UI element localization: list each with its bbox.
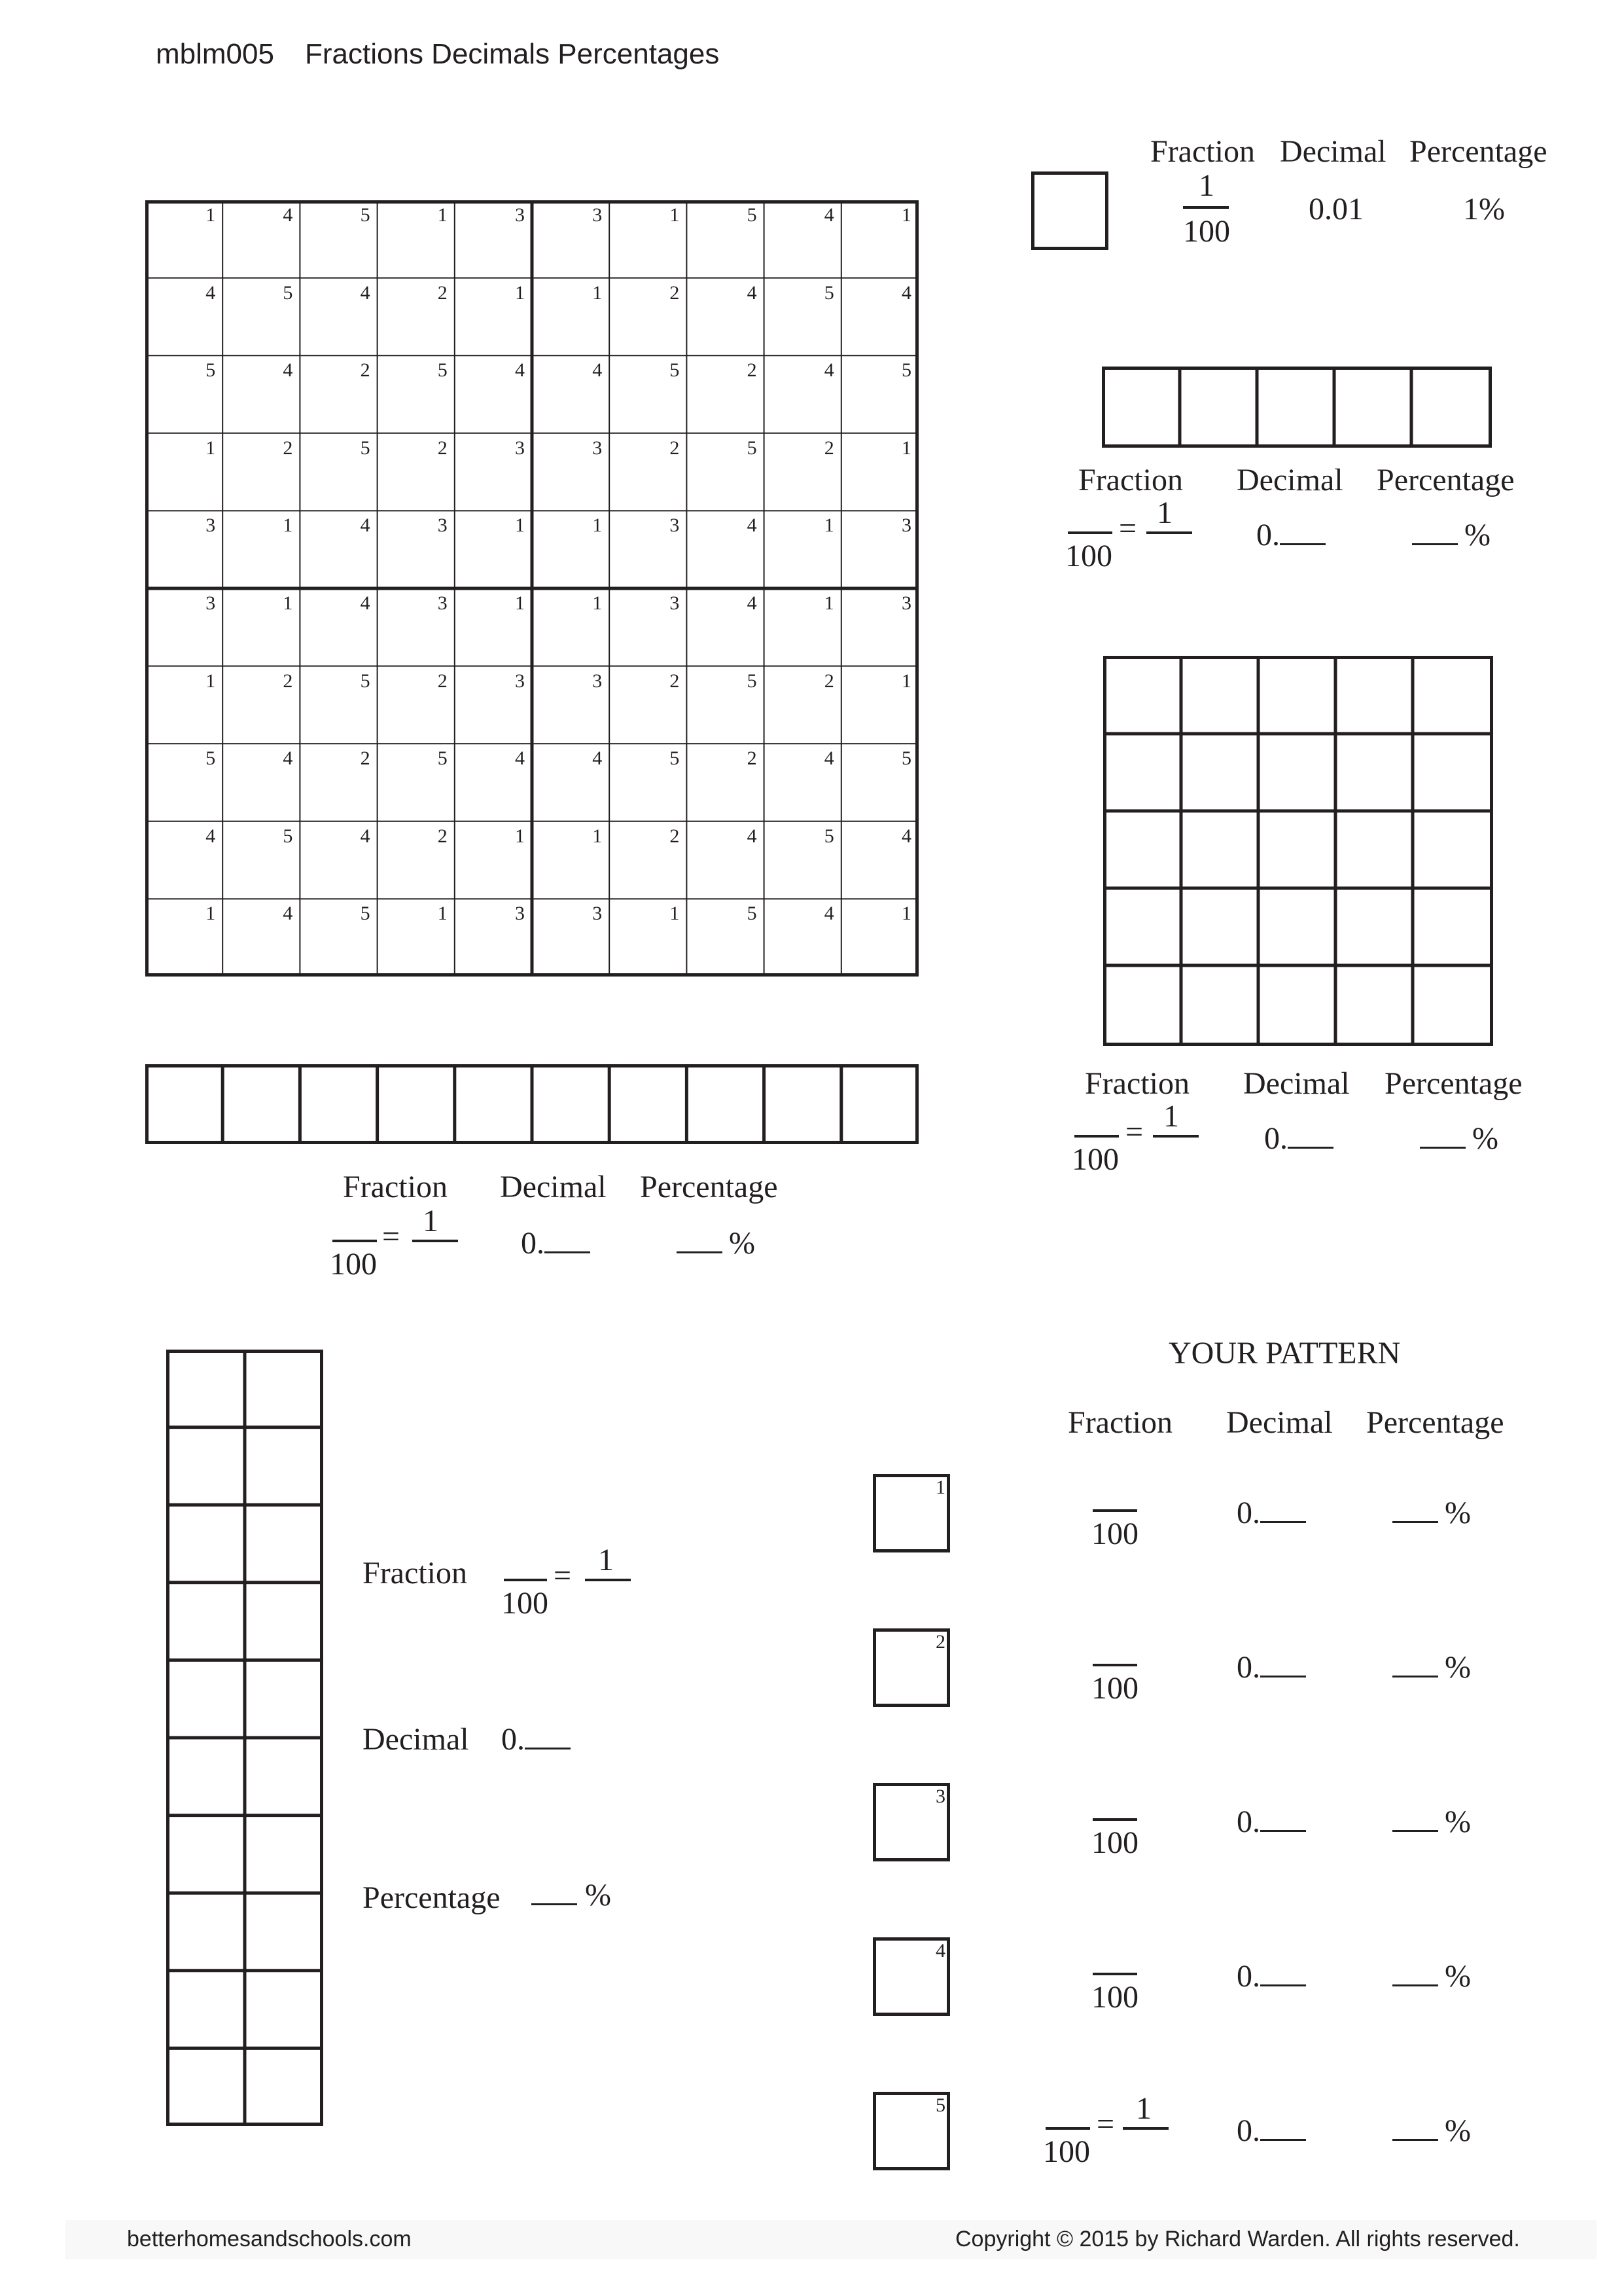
percent-blank: [1392, 1830, 1438, 1832]
grid-cell-number: 4: [515, 359, 525, 382]
percent-sign: %: [1445, 1804, 1471, 1839]
pattern-number-2: 2: [936, 1631, 945, 1653]
grid-cell-number: 4: [747, 825, 757, 847]
percent-blank: [677, 1251, 722, 1253]
pattern-percentage-5: [1392, 2113, 1471, 2149]
decimal-prefix: 0.: [501, 1722, 525, 1757]
grid-cell-number: 4: [747, 592, 757, 614]
row10-fraction-bar: [412, 1240, 458, 1242]
grid25-fraction-label: Fraction: [1085, 1066, 1190, 1101]
row-of-five-squares: [1102, 367, 1492, 448]
percent-sign: %: [729, 1226, 755, 1261]
grid-cell-number: 1: [205, 204, 216, 226]
percent-blank: [1412, 543, 1458, 545]
pattern-fraction-bar-4: [1093, 1973, 1137, 1975]
pattern-denominator-5: 100: [1043, 2134, 1090, 2169]
grid25-answer-blank: [1074, 1135, 1119, 1138]
row5-decimal-label: Decimal: [1237, 463, 1343, 497]
row5-numerator: 1: [1157, 495, 1173, 530]
grid-cell-number: 1: [669, 204, 680, 226]
hundred-grid-lines: [145, 200, 919, 977]
row5-percentage-answer: [1412, 517, 1491, 553]
grid-cell-number: 4: [824, 747, 834, 770]
grid-cell-number: 1: [902, 204, 911, 226]
grid-cell-number: 1: [205, 437, 216, 459]
example-fraction-bar: [1183, 206, 1229, 209]
one-square: [1031, 171, 1108, 250]
col-decimal-label: Decimal: [362, 1722, 469, 1757]
grid-cell-number: 2: [283, 437, 293, 459]
grid-cell-number: 1: [902, 670, 911, 692]
grid-cell-number: 2: [360, 359, 370, 382]
pattern-percentage-1: [1392, 1495, 1471, 1531]
grid-cell-number: 1: [592, 825, 603, 847]
grid-cell-number: 2: [824, 437, 834, 459]
grid-cell-number: 3: [205, 514, 216, 537]
grid-cell-number: 3: [515, 437, 525, 459]
grid25-percentage-answer: [1420, 1121, 1498, 1157]
grid25-percentage-label: Percentage: [1385, 1066, 1523, 1101]
grid-cell-number: 2: [437, 437, 448, 459]
grid-cell-number: 1: [515, 592, 525, 614]
grid-cell-number: 4: [902, 281, 911, 304]
grid-cell-number: 4: [283, 359, 293, 382]
grid-cell-number: 2: [283, 670, 293, 692]
grid-cell-number: 1: [205, 903, 216, 925]
decimal-prefix: 0.: [521, 1226, 544, 1261]
grid-cell-number: 3: [902, 592, 911, 614]
grid-cell-number: 5: [283, 281, 293, 304]
grid-cell-number: 1: [515, 281, 525, 304]
grid-cell-number: 4: [592, 747, 603, 770]
col-denominator: 100: [501, 1586, 548, 1621]
grid-cell-number: 3: [437, 514, 448, 537]
grid-cell-number: 3: [902, 514, 911, 537]
example-decimal-value: 0.01: [1309, 192, 1364, 226]
grid-cell-number: 4: [747, 514, 757, 537]
pattern-denominator-2: 100: [1091, 1671, 1139, 1706]
decimal-prefix: 0.: [1237, 1959, 1260, 1994]
grid-cell-number: 2: [669, 281, 680, 304]
grid-cell-number: 5: [747, 437, 757, 459]
col-fraction-bar: [585, 1579, 631, 1581]
pattern-number-4: 4: [936, 1940, 945, 1962]
grid-cell-number: 4: [360, 592, 370, 614]
percent-blank: [1420, 1147, 1466, 1149]
grid-cell-number: 5: [669, 747, 680, 770]
grid-cell-number: 5: [437, 359, 448, 382]
decimal-blank: [1260, 1830, 1306, 1832]
five-by-five-grid: [1103, 656, 1493, 1046]
col-equals: =: [554, 1558, 572, 1593]
grid-cell-number: 3: [592, 204, 603, 226]
footer-website: betterhomesandschools.com: [127, 2227, 412, 2251]
decimal-blank: [1260, 1984, 1306, 1986]
grid-cell-number: 5: [283, 825, 293, 847]
percent-sign: %: [1445, 1496, 1471, 1530]
grid-cell-number: 1: [592, 514, 603, 537]
grid25-equals: =: [1125, 1115, 1144, 1149]
pattern-number-5: 5: [936, 2094, 945, 2116]
decimal-prefix: 0.: [1237, 1496, 1260, 1530]
grid-cell-number: 1: [283, 592, 293, 614]
grid-cell-number: 1: [902, 437, 911, 459]
row10-fraction-label: Fraction: [343, 1170, 448, 1204]
percent-sign: %: [1464, 518, 1491, 552]
grid-cell-number: 5: [824, 281, 834, 304]
grid-cell-number: 1: [437, 903, 448, 925]
decimal-blank: [1260, 1676, 1306, 1677]
grid-cell-number: 4: [360, 825, 370, 847]
grid-cell-number: 1: [205, 670, 216, 692]
example-decimal-label: Decimal: [1280, 134, 1386, 169]
col-fraction-label: Fraction: [362, 1556, 467, 1590]
grid-cell-number: 4: [824, 903, 834, 925]
grid-cell-number: 1: [283, 514, 293, 537]
percent-blank: [1392, 1984, 1438, 1986]
row10-numerator: 1: [423, 1204, 438, 1238]
row10-decimal-label: Decimal: [500, 1170, 607, 1204]
grid-cell-number: 4: [283, 747, 293, 770]
pattern-percentage-label: Percentage: [1366, 1405, 1504, 1440]
example-fraction-label: Fraction: [1150, 134, 1255, 169]
col-numerator: 1: [598, 1543, 614, 1577]
grid25-decimal-label: Decimal: [1243, 1066, 1350, 1101]
pattern-decimal-2: [1237, 1649, 1306, 1685]
pattern-percentage-3: [1392, 1804, 1471, 1840]
pattern-percentage-2: [1392, 1649, 1471, 1685]
grid-cell-number: 4: [592, 359, 603, 382]
grid25-numerator: 1: [1163, 1099, 1179, 1134]
grid-cell-number: 2: [360, 747, 370, 770]
grid-cell-number: 3: [515, 903, 525, 925]
example-denominator: 100: [1183, 214, 1230, 249]
percent-blank: [531, 1903, 577, 1905]
decimal-blank: [1288, 1147, 1333, 1149]
row5-fraction-bar: [1146, 531, 1192, 534]
grid25-fraction-bar: [1153, 1135, 1199, 1138]
pattern-fraction-bar-5: [1123, 2127, 1169, 2130]
percent-blank: [1392, 1676, 1438, 1677]
grid-cell-number: 5: [902, 747, 911, 770]
row10-equals: =: [382, 1219, 400, 1254]
pattern-decimal-label: Decimal: [1226, 1405, 1333, 1440]
your-pattern-title: YOUR PATTERN: [1169, 1336, 1401, 1371]
grid-cell-number: 4: [747, 281, 757, 304]
row10-percentage-answer: [677, 1225, 755, 1261]
row10-answer-blank: [332, 1240, 377, 1242]
grid-cell-number: 5: [360, 204, 370, 226]
grid-cell-number: 3: [515, 204, 525, 226]
hundred-grid: [145, 200, 919, 977]
two-by-ten-grid: [166, 1350, 323, 2126]
grid-cell-number: 1: [592, 281, 603, 304]
row5-fraction-label: Fraction: [1078, 463, 1183, 497]
grid25-denominator: 100: [1072, 1142, 1119, 1177]
row5-decimal-answer: [1256, 517, 1326, 553]
grid-cell-number: 1: [515, 825, 525, 847]
worksheet-code: mblm005: [156, 38, 274, 70]
pattern-decimal-5: [1237, 2113, 1306, 2149]
grid-cell-number: 3: [592, 903, 603, 925]
grid-cell-number: 2: [747, 359, 757, 382]
decimal-prefix: 0.: [1237, 1650, 1260, 1685]
grid-cell-number: 1: [437, 204, 448, 226]
pattern-fraction-bar-3: [1093, 1818, 1137, 1821]
decimal-blank: [1260, 2139, 1306, 2141]
percent-sign: %: [1472, 1121, 1498, 1156]
percent-blank: [1392, 1521, 1438, 1523]
grid-cell-number: 4: [360, 281, 370, 304]
percent-sign: %: [585, 1878, 611, 1912]
grid-cell-number: 2: [669, 825, 680, 847]
pattern-number-1: 1: [936, 1477, 945, 1498]
grid-cell-number: 5: [437, 747, 448, 770]
pattern-decimal-3: [1237, 1804, 1306, 1840]
grid-cell-number: 5: [747, 204, 757, 226]
pattern-numerator-5: 1: [1136, 2091, 1152, 2126]
pattern-decimal-1: [1237, 1495, 1306, 1531]
pattern-denominator-4: 100: [1091, 1980, 1139, 2015]
col-decimal-answer: [501, 1721, 571, 1757]
grid-cell-number: 1: [824, 514, 834, 537]
grid-cell-number: 3: [592, 670, 603, 692]
grid-cell-number: 2: [437, 825, 448, 847]
grid-cell-number: 3: [592, 437, 603, 459]
col-percentage-answer: [531, 1877, 611, 1913]
grid-cell-number: 2: [824, 670, 834, 692]
pattern-number-3: 3: [936, 1785, 945, 1807]
row5-equals: =: [1119, 511, 1137, 546]
grid-cell-number: 5: [902, 359, 911, 382]
grid-cell-number: 2: [747, 747, 757, 770]
grid-cell-number: 5: [360, 903, 370, 925]
grid-cell-number: 5: [360, 437, 370, 459]
grid25-decimal-answer: [1264, 1121, 1333, 1157]
grid-cell-number: 5: [747, 903, 757, 925]
example-percentage-label: Percentage: [1409, 134, 1547, 169]
decimal-blank: [544, 1251, 590, 1253]
grid-cell-number: 3: [669, 592, 680, 614]
worksheet-title: Fractions Decimals Percentages: [305, 38, 720, 70]
decimal-prefix: 0.: [1237, 2113, 1260, 2148]
grid-cell-number: 4: [515, 747, 525, 770]
percent-sign: %: [1445, 1959, 1471, 1994]
grid-cell-number: 1: [592, 592, 603, 614]
decimal-prefix: 0.: [1264, 1121, 1288, 1156]
pattern-percentage-4: [1392, 1958, 1471, 1994]
grid-cell-number: 2: [669, 437, 680, 459]
grid-cell-number: 4: [902, 825, 911, 847]
decimal-prefix: 0.: [1256, 518, 1280, 552]
grid-cell-number: 1: [902, 903, 911, 925]
grid-cell-number: 5: [824, 825, 834, 847]
grid-cell-number: 3: [669, 514, 680, 537]
grid-cell-number: 3: [515, 670, 525, 692]
grid-cell-number: 5: [360, 670, 370, 692]
row10-percentage-label: Percentage: [640, 1170, 778, 1204]
grid-cell-number: 3: [205, 592, 216, 614]
pattern-fraction-label: Fraction: [1068, 1405, 1173, 1440]
row10-denominator: 100: [330, 1247, 377, 1282]
grid-cell-number: 5: [205, 747, 216, 770]
col-answer-blank: [504, 1579, 547, 1581]
grid-cell-number: 5: [669, 359, 680, 382]
percent-sign: %: [1445, 2113, 1471, 2148]
pattern-answer-blank-5: [1046, 2127, 1090, 2130]
row10-decimal-answer: [521, 1225, 590, 1261]
decimal-blank: [525, 1748, 571, 1749]
footer-copyright: Copyright © 2015 by Richard Warden. All rights reserved.: [955, 2227, 1520, 2251]
example-percentage-value: 1%: [1463, 192, 1505, 226]
col-percentage-label: Percentage: [362, 1880, 501, 1915]
decimal-blank: [1260, 1521, 1306, 1523]
grid-cell-number: 4: [283, 903, 293, 925]
grid-cell-number: 4: [283, 204, 293, 226]
row-of-ten-squares: [145, 1064, 919, 1144]
grid-cell-number: 2: [437, 281, 448, 304]
grid-cell-number: 5: [205, 359, 216, 382]
percent-blank: [1392, 2139, 1438, 2141]
grid-cell-number: 1: [515, 514, 525, 537]
grid-cell-number: 4: [824, 204, 834, 226]
pattern-fraction-bar-2: [1093, 1664, 1137, 1666]
grid-cell-number: 1: [824, 592, 834, 614]
row5-answer-blank: [1068, 531, 1112, 534]
decimal-prefix: 0.: [1237, 1804, 1260, 1839]
row5-denominator: 100: [1065, 539, 1112, 573]
grid-cell-number: 5: [747, 670, 757, 692]
pattern-fraction-bar-1: [1093, 1509, 1137, 1512]
percent-sign: %: [1445, 1650, 1471, 1685]
grid-cell-number: 2: [669, 670, 680, 692]
grid-cell-number: 3: [437, 592, 448, 614]
pattern-denominator-1: 100: [1091, 1516, 1139, 1551]
grid-cell-number: 4: [205, 825, 216, 847]
grid-cell-number: 4: [360, 514, 370, 537]
grid-cell-number: 2: [437, 670, 448, 692]
grid-cell-number: 4: [824, 359, 834, 382]
grid-cell-number: 1: [669, 903, 680, 925]
pattern-decimal-4: [1237, 1958, 1306, 1994]
pattern-equals-5: =: [1097, 2107, 1115, 2142]
example-numerator: 1: [1199, 168, 1214, 203]
decimal-blank: [1280, 543, 1326, 545]
grid-cell-number: 4: [205, 281, 216, 304]
row5-percentage-label: Percentage: [1377, 463, 1515, 497]
pattern-denominator-3: 100: [1091, 1825, 1139, 1860]
